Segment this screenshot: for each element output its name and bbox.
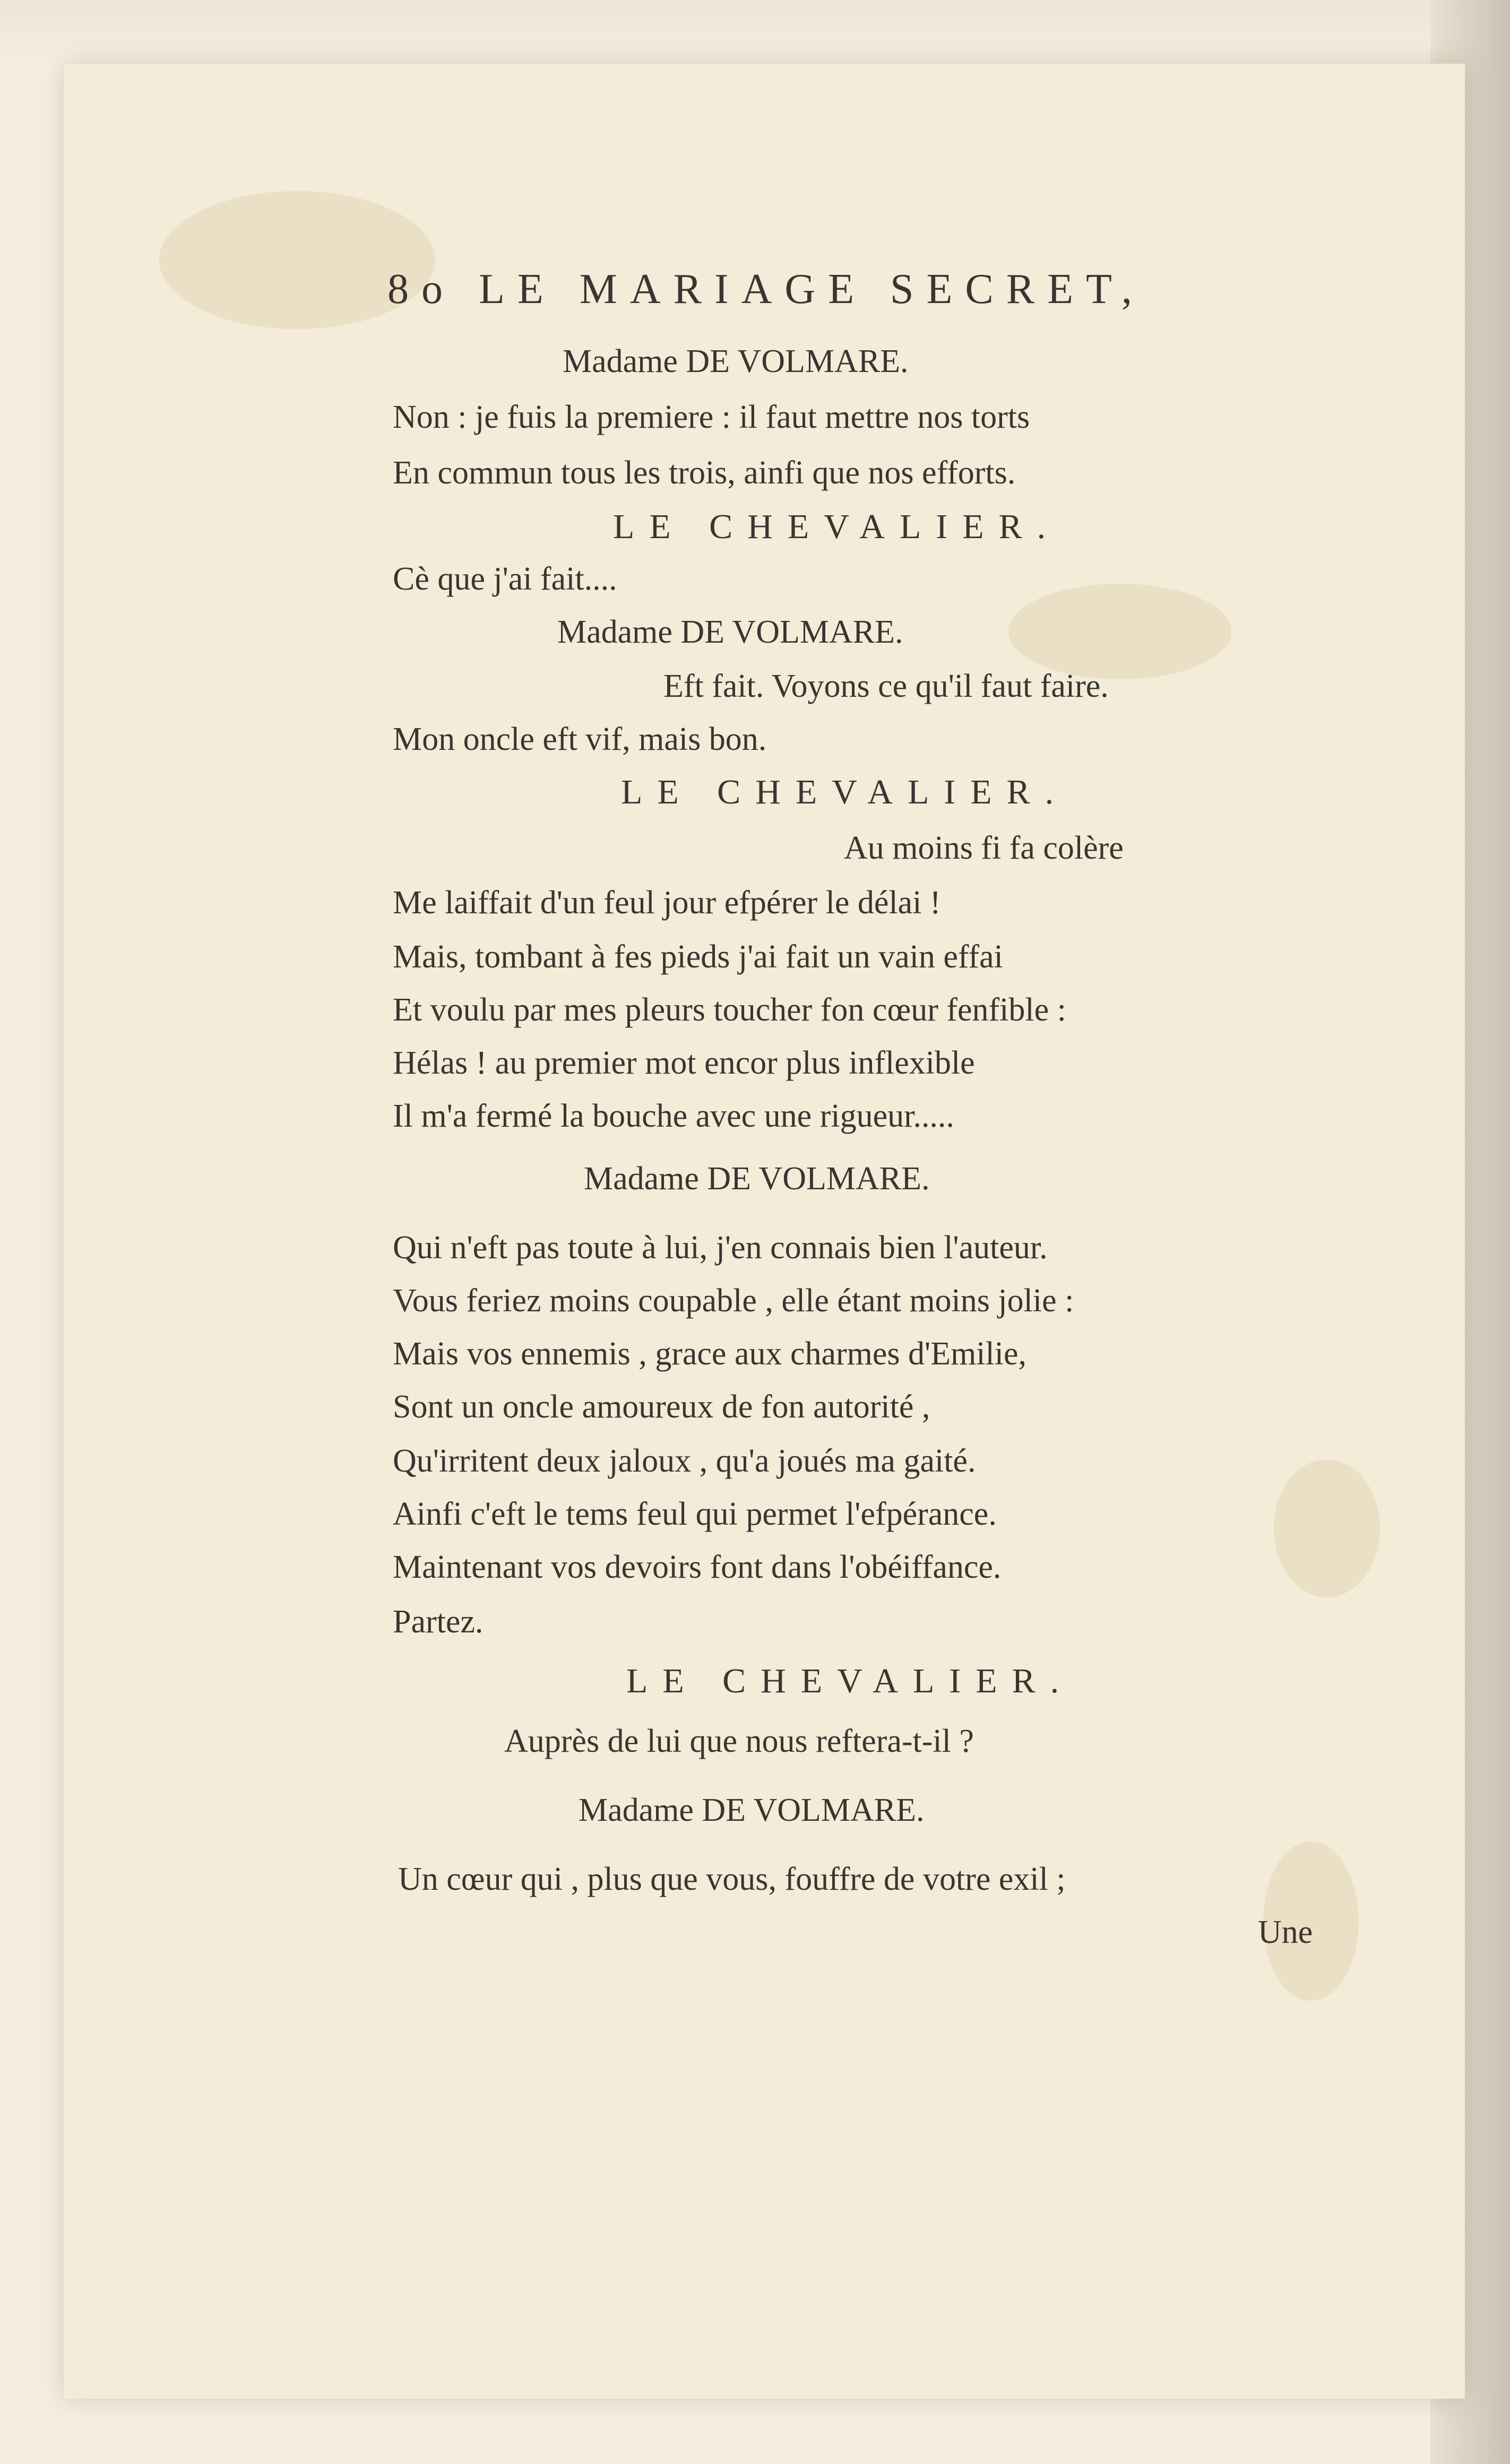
speaker-heading bbox=[621, 775, 1068, 810]
top-shadow bbox=[0, 0, 1510, 64]
speaker-heading bbox=[557, 616, 903, 649]
verse-line: Me laiffait d'un feul jour efpérer le délai ! bbox=[393, 885, 941, 921]
speaker-heading-text: Madame DE VOLMARE. bbox=[579, 1792, 925, 1828]
verse-line: Non : je fuis la premiere : il faut mettre nos torts bbox=[393, 399, 1030, 435]
verse-line: Ainfi c'eft le tems feul qui permet l'efpérance. bbox=[393, 1496, 997, 1532]
speaker-heading bbox=[579, 1794, 924, 1827]
verse-line: Il m'a fermé la bouche avec une rigueur..... bbox=[393, 1098, 954, 1134]
verse-line: Qui n'eft pas toute à lui, j'en connais bien l'auteur. bbox=[393, 1230, 1048, 1266]
speaker-heading bbox=[584, 1162, 929, 1195]
page-header: 8o LE MARIAGE SECRET, bbox=[387, 266, 1145, 313]
verse-line: Qu'irritent deux jaloux , qu'a joués ma gaité. bbox=[393, 1443, 976, 1479]
catchword: Une bbox=[1258, 1914, 1313, 1950]
verse-line: Et voulu par mes pleurs toucher fon cœur fenfible : bbox=[393, 992, 1066, 1028]
verse-line: Mais vos ennemis , grace aux charmes d'Emilie, bbox=[393, 1336, 1026, 1372]
verse-line: Hélas ! au premier mot encor plus inflexible bbox=[393, 1045, 975, 1081]
speaker-heading-text: Madame DE VOLMARE. bbox=[557, 614, 903, 650]
verse-line: En commun tous les trois, ainfi que nos efforts. bbox=[393, 455, 1016, 491]
verse-line: Sont un oncle amoureux de fon autorité , bbox=[393, 1389, 930, 1425]
speaker-heading-text: LE CHEVALIER. bbox=[626, 1662, 1074, 1700]
verse-line: Maintenant vos devoirs font dans l'obéiffance. bbox=[393, 1549, 1002, 1585]
paper-stain bbox=[1274, 1459, 1380, 1597]
speaker-heading bbox=[626, 1664, 1074, 1699]
verse-line: Eft fait. Voyons ce qu'il faut faire. bbox=[663, 668, 1109, 704]
verse-line: Auprès de lui que nous reftera-t-il ? bbox=[504, 1723, 974, 1759]
speaker-heading-text: LE CHEVALIER. bbox=[621, 773, 1069, 811]
verse-line: Un cœur qui , plus que vous, fouffre de votre exil ; bbox=[398, 1861, 1066, 1897]
speaker-heading-text: Madame DE VOLMARE. bbox=[584, 1161, 930, 1197]
speaker-heading bbox=[613, 509, 1060, 544]
verse-line: Vous feriez moins coupable , elle étant moins jolie : bbox=[393, 1283, 1074, 1319]
paper-stain bbox=[1008, 584, 1231, 679]
verse-line: Mon oncle eft vif, mais bon. bbox=[393, 721, 767, 757]
verse-line: Au moins fi fa colère bbox=[844, 830, 1124, 866]
speaker-heading-text: Madame DE VOLMARE. bbox=[563, 343, 909, 379]
speaker-heading bbox=[563, 345, 908, 378]
verse-line: Cè que j'ai fait.... bbox=[393, 561, 617, 597]
verse-line: Mais, tombant à fes pieds j'ai fait un vain effai bbox=[393, 939, 1003, 975]
speaker-heading-text: LE CHEVALIER. bbox=[613, 507, 1061, 546]
verse-line: Partez. bbox=[393, 1604, 484, 1640]
